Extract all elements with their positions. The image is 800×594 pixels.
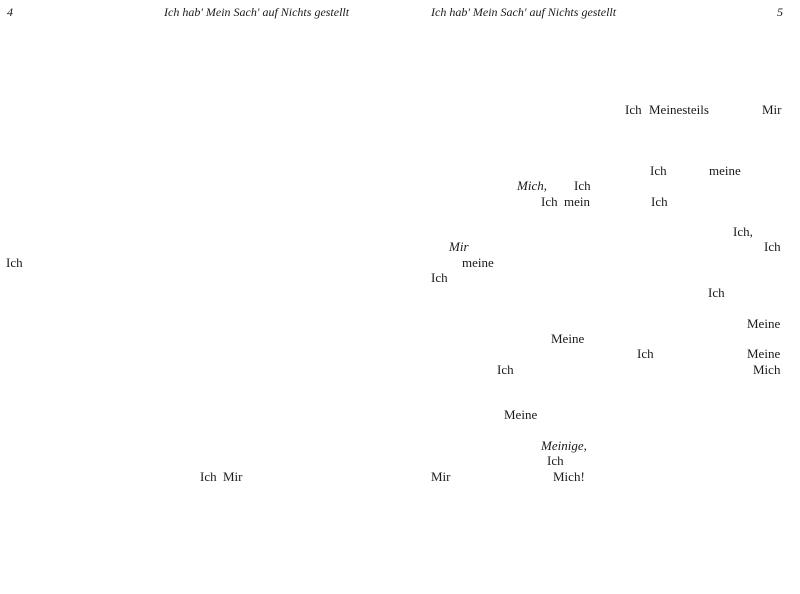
word: Mir — [223, 469, 243, 484]
word: Meine — [747, 346, 781, 361]
word: Meine — [504, 407, 538, 422]
word: Ich — [541, 194, 558, 209]
word: Ich — [431, 270, 448, 285]
left-running-head: Ich hab' Mein Sach' auf Nichts gestellt — [164, 5, 350, 19]
word: Ich — [6, 255, 23, 270]
word: Ich — [650, 163, 667, 178]
word: Meinesteils — [649, 102, 709, 117]
word: Ich — [651, 194, 668, 209]
word: Ich — [574, 178, 591, 193]
right-page-number: 5 — [777, 5, 783, 19]
word: meine — [709, 163, 741, 178]
right-running-head: Ich hab' Mein Sach' auf Nichts gestellt — [431, 5, 617, 19]
word: Meinige, — [541, 438, 587, 453]
word: Ich, — [733, 224, 753, 239]
word: meine — [462, 255, 494, 270]
word: Mich! — [553, 469, 585, 484]
word: Ich — [708, 285, 725, 300]
word: Mir — [449, 239, 469, 254]
word: mein — [564, 194, 590, 209]
word: Mir — [762, 102, 782, 117]
word: Ich — [637, 346, 654, 361]
word: Ich — [200, 469, 217, 484]
word: Ich — [547, 453, 564, 468]
word: Ich — [497, 362, 514, 377]
word: Ich — [764, 239, 781, 254]
word: Meine — [747, 316, 781, 331]
word: Mir — [431, 469, 451, 484]
word: Ich — [625, 102, 642, 117]
word: Mich — [753, 362, 781, 377]
word: Mich, — [517, 178, 547, 193]
word: Meine — [551, 331, 585, 346]
left-page-number: 4 — [7, 5, 13, 19]
right-page — [400, 0, 800, 594]
